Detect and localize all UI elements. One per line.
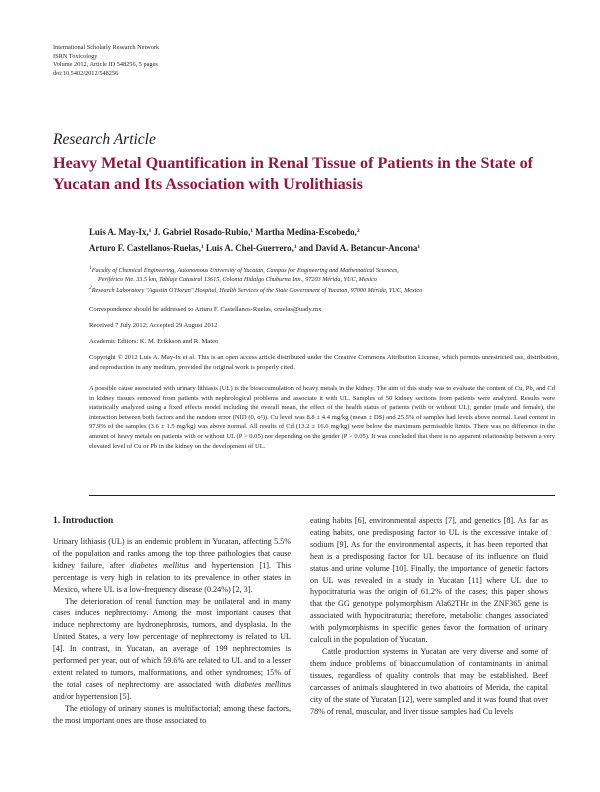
affiliation-1: $^1$Faculty of Chemical Engineering, Autonomous University of Yucatan, Campus for Engineering and Mathematical Sciences,: [89, 265, 399, 274]
author: Martha Medina-Escobedo,$^2$: [255, 227, 360, 237]
paragraph: The deterioration of renal function may be unilateral and in many cases induces nephrectomy. Among the most important causes that induce nephrectomy are hydronephrosis, tumors, and dysplasia. In the United States, a very low percentage of nephrectomy is related to UL [4]. In contrast, in Yucatan, an average of 199 nephrectomies is performed per year, out of which 59.6% are related to UL and to a lesser extent related to tumors, malformations, and other syndromes; 15% of the total cases of nephrectomy are associated with diabetes mellitus and/or hypertension [5].: [53, 596, 291, 701]
affiliation-1-address: Periférico Nte. 33.5 km, Tablaje Catastral 13615, Colonia Hidalgo Chuburna Inn., 97203 Mérida, YUC, Mexico: [98, 275, 377, 283]
paper-title: Heavy Metal Quantification in Renal Tissue of Patients in the State of Yucatan and Its Association with Urolithiasis: [53, 154, 534, 193]
left-column: [53, 515, 291, 727]
paragraph: Urinary lithiasis (UL) is an endemic problem in Yucatan, affecting 5.5% of the population and ranks among the top three pathologies that cause kidney failure, after diabetes mellitus and hypertension [1]. This percentage is very high in relation to its prevalence in other states in Mexico, where UL is a low-frequency disease (0.24%) [2, 3].: [53, 537, 291, 594]
correspondence: Correspondence should be addressed to Arturo F. Castellanos-Ruelas, cruelas@uady.mx: [89, 306, 322, 313]
paragraph: The etiology of urinary stones is multifactorial; among these factors, the most important ones are those associated to: [53, 703, 291, 725]
journal-doi: doi:10.5402/2012/548256: [53, 69, 119, 77]
author-list: [89, 224, 559, 256]
article-type: Research Article: [53, 131, 156, 148]
paragraph: Cattle production systems in Yucatan are very diverse and some of them induce problems of bioaccumulation of contaminants in animal tissues, regardless of quality controls that may be established. Beef carcasses of animals slaughtered in two abattoirs of Merida, the capital city of the state of Yucatan [12], were sampled and it was found that over 78% of renal, muscular, and liver tissue samples had Cu levels: [310, 646, 548, 716]
right-column: [310, 515, 548, 717]
journal-volume: Volume 2012, Article ID 548256, 5 pages: [53, 61, 158, 69]
author: Luis A. May-Ix,$^1$: [89, 227, 152, 237]
abstract: A possible cause associated with urinary lithiasis (UL) is the bioaccumulation of heavy metals in the kidney. The aim of this study was to evaluate the content of Cu, Pb, and Cd in kidney tissues removed from patients with nephrological problems and associate it with UL. Samples of 50 kidney sections from patients were analyzed. Results were statistically analyzed using a fixed effects model including the overall mean, the effect of the health status of patients (with or without UL), gender (male and female), the interaction between both factors and the random error (NID (0, σ²)). Cu level was 8.8 ± 4.4 mg/kg (mean ± DS) and 25.5% of samples had levels above normal. Lead content in 97.9% of the samples (3.6 ± 1.5 mg/kg) was above normal. All results of Cd (13.2 ± 16.6 mg/kg) were below the maximum permissible limits. There was no difference in the amount of heavy metals on patients with or without UL (P > 0.05) nor depending on the gender (P > 0.05). It was concluded that there is no apparent relationship between a very elevated level of Cu or Pb in the kidney on the development of UL.: [89, 385, 555, 450]
author: J. Gabriel Rosado-Rubio,$^1$: [153, 227, 254, 237]
affiliations: [89, 264, 559, 296]
author: Luis A. Chel-Guerrero,$^1$: [205, 243, 297, 253]
author: and David A. Betancur-Ancona$^1$: [298, 243, 421, 253]
received-dates: Received 7 July 2012; Accepted 29 August 2012: [89, 322, 218, 329]
section-heading: 1. Introduction: [53, 516, 114, 526]
journal-network: International Scholarly Research Network: [53, 44, 160, 51]
journal-title: ISRN Toxicology: [53, 52, 98, 60]
abstract-divider: [89, 495, 555, 496]
academic-editors: Academic Editors: K. M. Erikkson and R. Mateo: [89, 338, 219, 345]
paragraph: eating habits [6], environmental aspects [7], and genetics [8]. As far as eating habits, one predisposing factor to UL is the excessive intake of sodium [9]. As for the environmental aspects, it has been reported that heat is a predisposing factor for UL because of its influence on fluid status and urine volume [10]. Finally, the importance of genetic factors on UL was revealed in a study in Yucatan [11] where UL due to hypocitraturia was the origin of 61.2% of the cases; this paper shows that the GG genotype polymorphism Ala62THr in the ZNF365 gene is associated with hypocitraturia; therefore, metabolic changes associated with polymorphisms in specific genes favor the formation of urinary calculi in the population of Yucatan.: [310, 516, 548, 645]
journal-header: [53, 44, 159, 78]
affiliation-2: $^2$Research Laboratory "Agustin O'Horan" Hospital, Health Services of the State Government of Yucatan, 97000 Mérida, YUC, Mexico: [89, 285, 423, 295]
author: Arturo F. Castellanos-Ruelas,$^1$: [89, 243, 204, 253]
copyright-notice: Copyright © 2012 Luis A. May-Ix et al. This is an open access article distributed under the Creative Commons Attribution License, which permits unrestricted use, distribution, and reproduction in any medium, provided the original work is properly cited.: [89, 354, 559, 371]
